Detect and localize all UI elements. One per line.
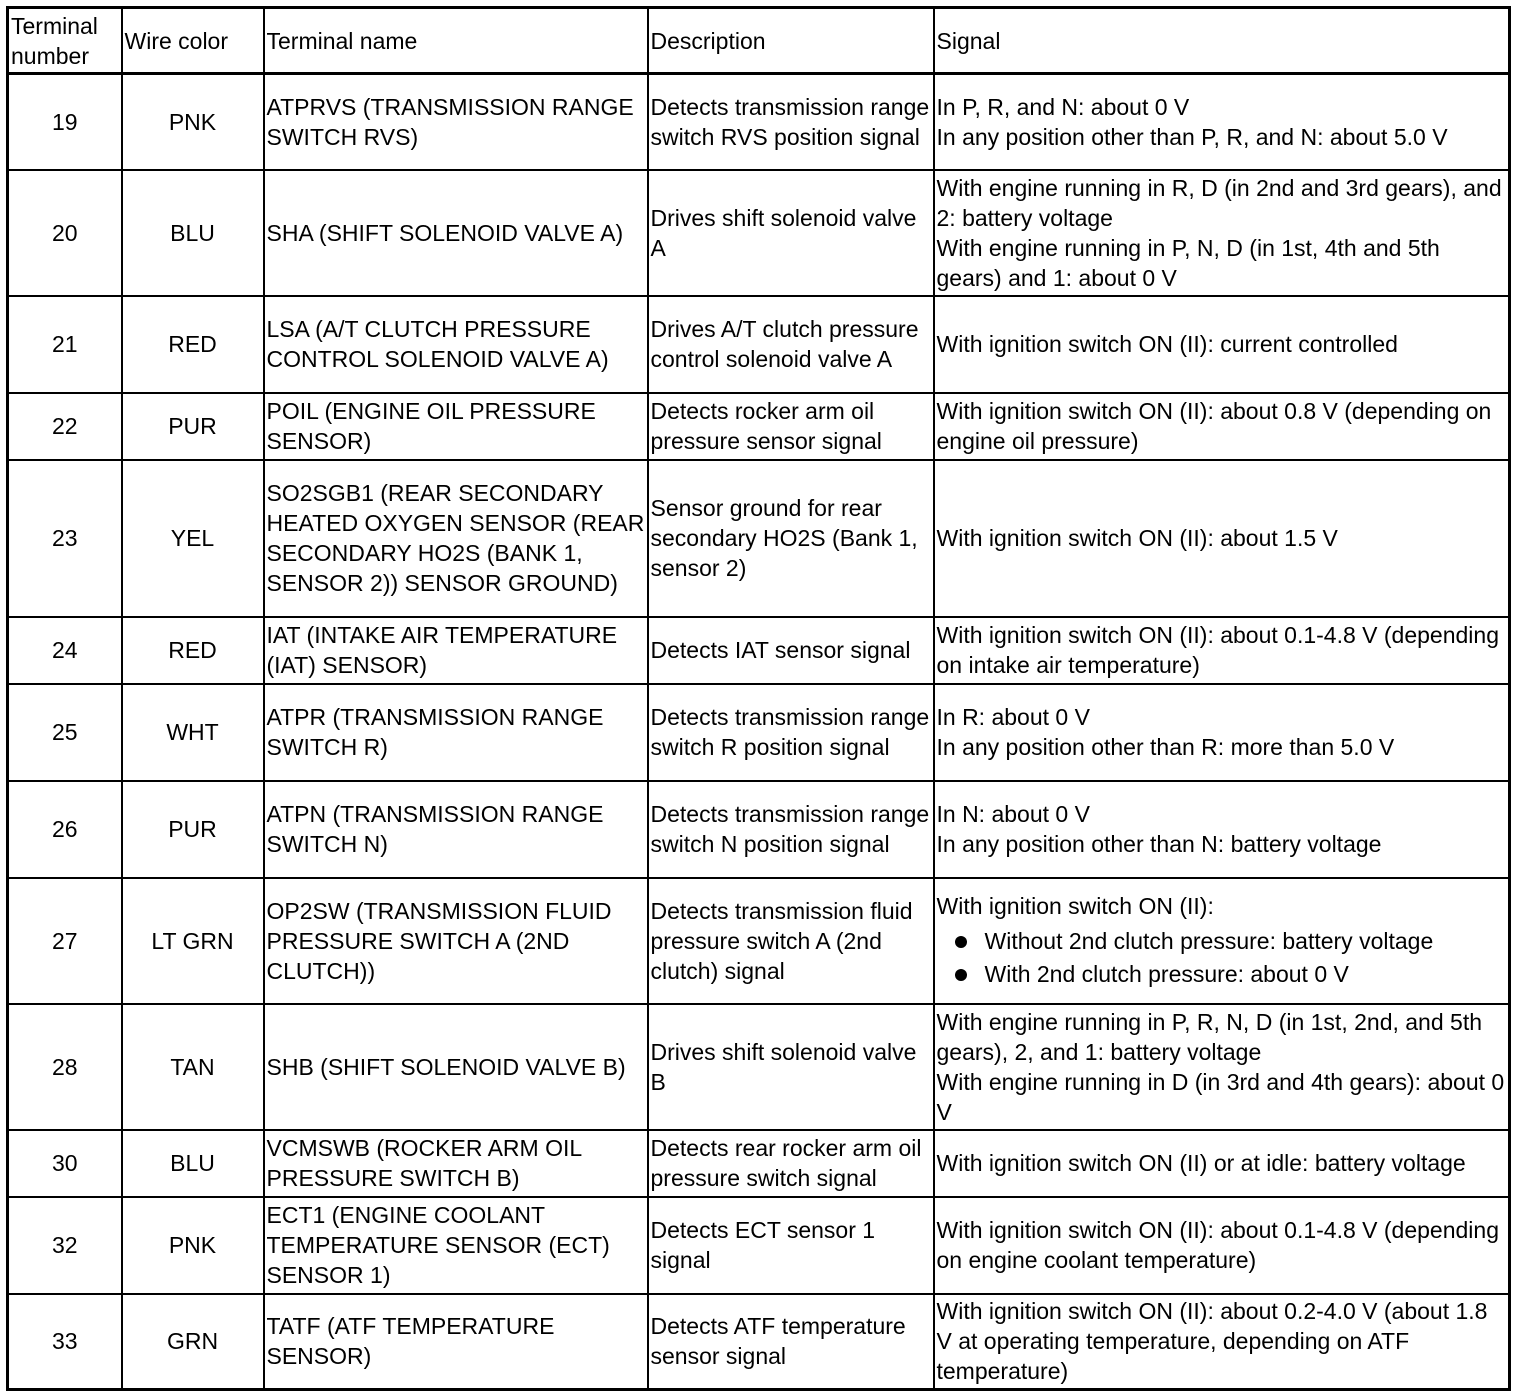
terminal-number: 20: [8, 170, 122, 296]
signal: With ignition switch ON (II): about 0.1-4.8 V (depending on engine coolant temperature): [934, 1197, 1510, 1294]
table-row: [8, 460, 1510, 617]
terminal-name: SO2SGB1 (REAR SECONDARY HEATED OXYGEN SENSOR (REAR SECONDARY HO2S (BANK 1, SENSOR 2)) SENSOR GROUND): [264, 460, 648, 617]
wire-color: PUR: [122, 393, 264, 460]
terminal-number: 21: [8, 296, 122, 393]
description: Detects transmission fluid pressure switch A (2nd clutch) signal: [648, 878, 934, 1004]
description: Sensor ground for rear secondary HO2S (Bank 1, sensor 2): [648, 460, 934, 617]
terminal-name: SHA (SHIFT SOLENOID VALVE A): [264, 170, 648, 296]
header-terminal-number: Terminal number: [8, 8, 122, 74]
wire-color: WHT: [122, 684, 264, 781]
wire-color: PNK: [122, 1197, 264, 1294]
table-row: [8, 74, 1510, 170]
signal-intro: With ignition switch ON (II):: [936, 892, 1214, 919]
signal: [934, 878, 1510, 1004]
description: Detects rear rocker arm oil pressure switch signal: [648, 1130, 934, 1197]
wire-color: RED: [122, 617, 264, 684]
wire-color: YEL: [122, 460, 264, 617]
wire-color: PUR: [122, 781, 264, 878]
wire-color: PNK: [122, 74, 264, 170]
terminal-name: ATPRVS (TRANSMISSION RANGE SWITCH RVS): [264, 74, 648, 170]
table-row: [8, 1294, 1510, 1390]
wire-color: TAN: [122, 1004, 264, 1130]
wire-color: LT GRN: [122, 878, 264, 1004]
terminal-number: 30: [8, 1130, 122, 1197]
table-row: [8, 878, 1510, 1004]
description: Drives shift solenoid valve A: [648, 170, 934, 296]
table-row: [8, 393, 1510, 460]
terminal-name: IAT (INTAKE AIR TEMPERATURE (IAT) SENSOR): [264, 617, 648, 684]
header-row: [8, 8, 1510, 74]
terminal-number: 32: [8, 1197, 122, 1294]
signal: With ignition switch ON (II): about 0.2-4.0 V (about 1.8 V at operating temperature, depending on ATF temperature): [934, 1294, 1510, 1390]
signal: With ignition switch ON (II): about 0.8 V (depending on engine oil pressure): [934, 393, 1510, 460]
terminal-number: 28: [8, 1004, 122, 1130]
description: Detects ECT sensor 1 signal: [648, 1197, 934, 1294]
terminal-table: [6, 6, 1511, 1391]
terminal-name: TATF (ATF TEMPERATURE SENSOR): [264, 1294, 648, 1390]
signal: With ignition switch ON (II): current controlled: [934, 296, 1510, 393]
header-signal: Signal: [934, 8, 1510, 74]
signal: In N: about 0 V In any position other than N: battery voltage: [934, 781, 1510, 878]
wire-color: BLU: [122, 170, 264, 296]
signal: With ignition switch ON (II): about 0.1-4.8 V (depending on intake air temperature): [934, 617, 1510, 684]
table-row: [8, 296, 1510, 393]
terminal-number: 22: [8, 393, 122, 460]
terminal-number: 25: [8, 684, 122, 781]
terminal-name: POIL (ENGINE OIL PRESSURE SENSOR): [264, 393, 648, 460]
wire-color: GRN: [122, 1294, 264, 1390]
signal: In R: about 0 V In any position other than R: more than 5.0 V: [934, 684, 1510, 781]
terminal-name: ATPR (TRANSMISSION RANGE SWITCH R): [264, 684, 648, 781]
terminal-name: SHB (SHIFT SOLENOID VALVE B): [264, 1004, 648, 1130]
description: Detects ATF temperature sensor signal: [648, 1294, 934, 1390]
signal-bullet-list: [937, 925, 1507, 991]
description: Detects transmission range switch N position signal: [648, 781, 934, 878]
bullet-item: Without 2nd clutch pressure: battery voltage: [955, 925, 1507, 958]
bullet-item: With 2nd clutch pressure: about 0 V: [955, 958, 1507, 991]
terminal-name: LSA (A/T CLUTCH PRESSURE CONTROL SOLENOID VALVE A): [264, 296, 648, 393]
table-row: [8, 617, 1510, 684]
wire-color: BLU: [122, 1130, 264, 1197]
table-row: [8, 684, 1510, 781]
signal: In P, R, and N: about 0 V In any position other than P, R, and N: about 5.0 V: [934, 74, 1510, 170]
terminal-name: VCMSWB (ROCKER ARM OIL PRESSURE SWITCH B): [264, 1130, 648, 1197]
header-terminal-name: Terminal name: [264, 8, 648, 74]
description: Detects IAT sensor signal: [648, 617, 934, 684]
signal: With ignition switch ON (II) or at idle: battery voltage: [934, 1130, 1510, 1197]
terminal-number: 33: [8, 1294, 122, 1390]
terminal-number: 24: [8, 617, 122, 684]
table-row: [8, 1130, 1510, 1197]
description: Detects transmission range switch R position signal: [648, 684, 934, 781]
terminal-number: 19: [8, 74, 122, 170]
terminal-name: OP2SW (TRANSMISSION FLUID PRESSURE SWITCH A (2ND CLUTCH)): [264, 878, 648, 1004]
terminal-name: ECT1 (ENGINE COOLANT TEMPERATURE SENSOR (ECT) SENSOR 1): [264, 1197, 648, 1294]
signal: With engine running in P, R, N, D (in 1st, 2nd, and 5th gears), 2, and 1: battery voltage With engine running in D (in 3rd and 4th gears): about 0 V: [934, 1004, 1510, 1130]
terminal-number: 27: [8, 878, 122, 1004]
terminal-name: ATPN (TRANSMISSION RANGE SWITCH N): [264, 781, 648, 878]
description: Drives A/T clutch pressure control solenoid valve A: [648, 296, 934, 393]
description: Drives shift solenoid valve B: [648, 1004, 934, 1130]
description: Detects rocker arm oil pressure sensor signal: [648, 393, 934, 460]
table-row: [8, 1197, 1510, 1294]
terminal-number: 23: [8, 460, 122, 617]
table-row: [8, 781, 1510, 878]
table-row: [8, 170, 1510, 296]
signal: With ignition switch ON (II): about 1.5 V: [934, 460, 1510, 617]
wire-color: RED: [122, 296, 264, 393]
table-body: [8, 74, 1510, 1390]
description: Detects transmission range switch RVS position signal: [648, 74, 934, 170]
terminal-number: 26: [8, 781, 122, 878]
signal: With engine running in R, D (in 2nd and 3rd gears), and 2: battery voltage With engine running in P, N, D (in 1st, 4th and 5th gears) and 1: about 0 V: [934, 170, 1510, 296]
header-description: Description: [648, 8, 934, 74]
header-wire-color: Wire color: [122, 8, 264, 74]
table-row: [8, 1004, 1510, 1130]
